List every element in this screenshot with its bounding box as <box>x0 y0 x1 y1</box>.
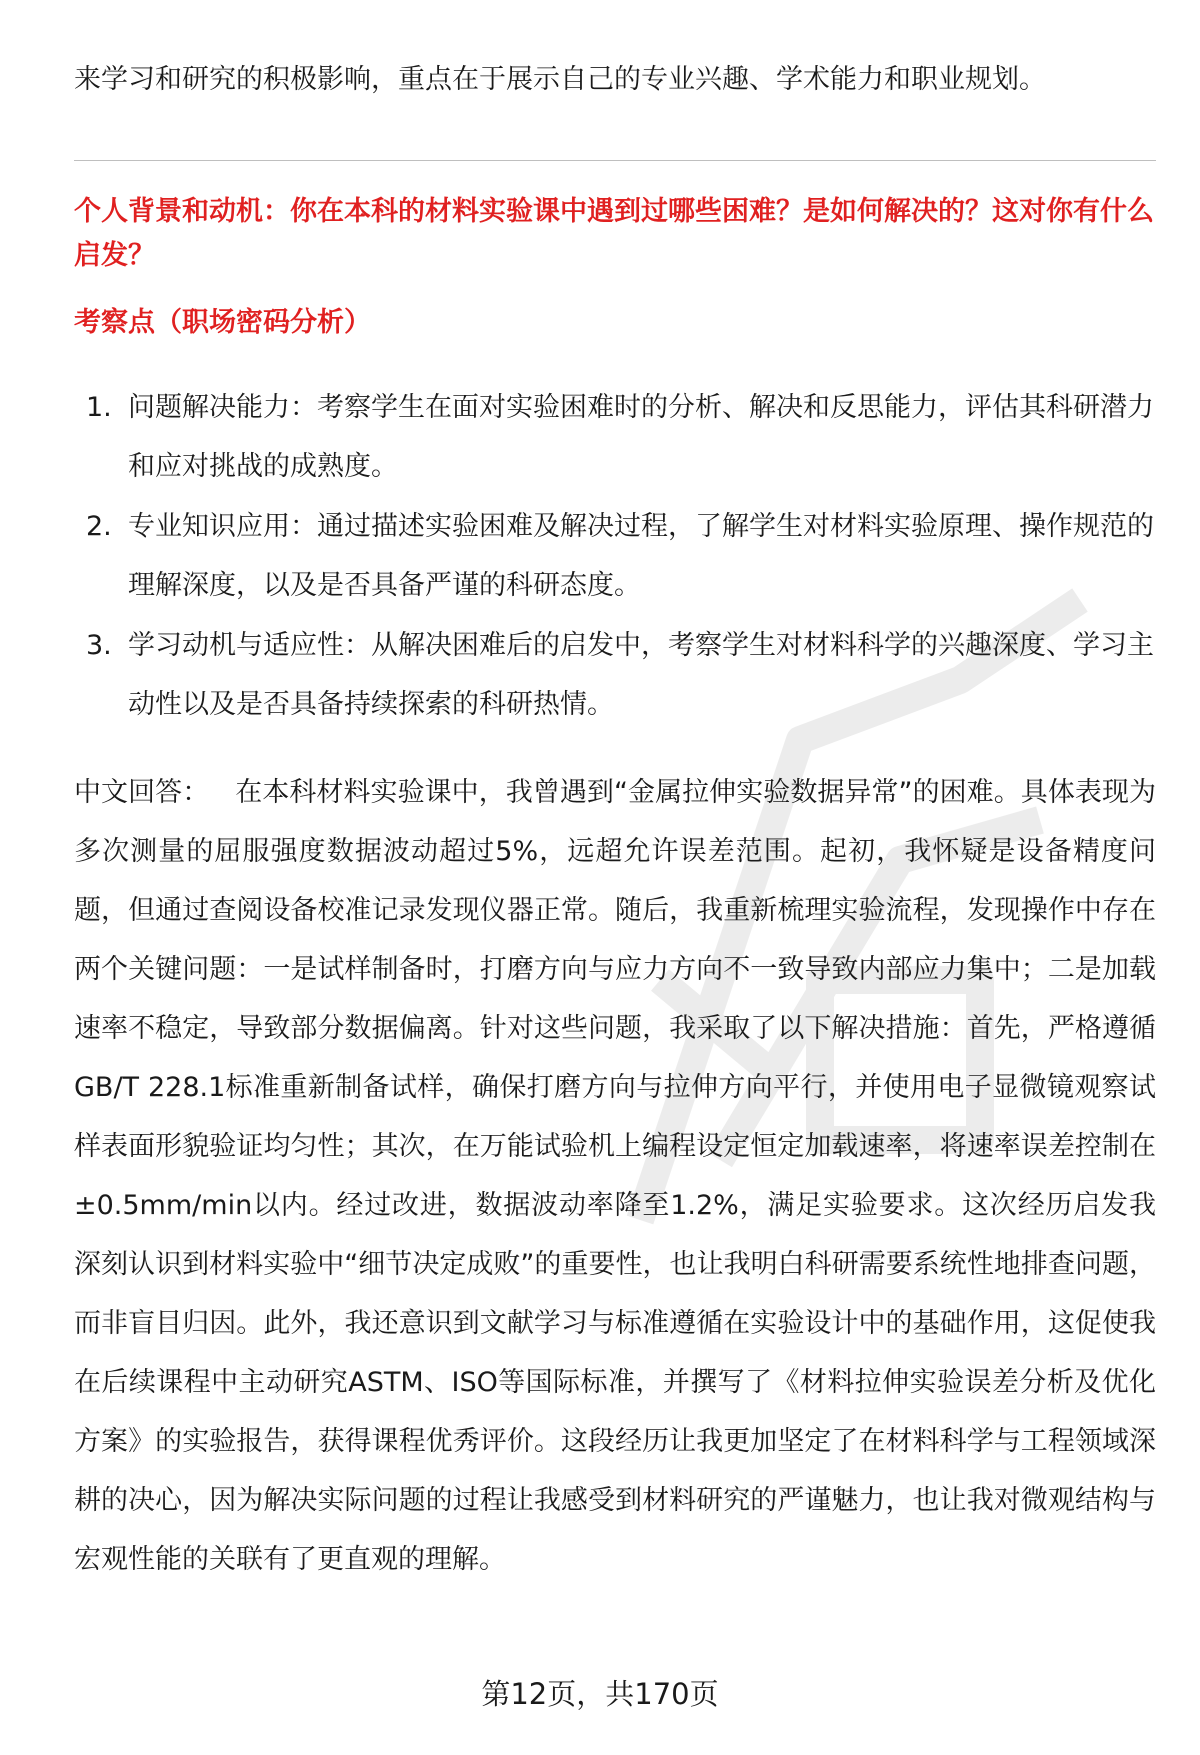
assessment-points-heading: 考察点（职场密码分析） <box>74 307 371 338</box>
list-item-text: 问题解决能力：考察学生在面对实验困难时的分析、解决和反思能力，评估其科研潜力和应对挑战的成熟度。 <box>128 392 1154 482</box>
list-item <box>74 497 1156 615</box>
intro-paragraph-tail: 来学习和研究的积极影响，重点在于展示自己的专业兴趣、学术能力和职业规划。 <box>74 64 1046 95</box>
answer-text: 在本科材料实验课中，我曾遇到“金属拉伸实验数据异常”的困难。具体表现为多次测量的屈服强度数据波动超过5%，远超允许误差范围。起初，我怀疑是设备精度问题，但通过查阅设备校准记录发现仪器正常。随后，我重新梳理实验流程，发现操作中存在两个关键问题：一是试样制备时，打磨方向与应力方向不一致导致内部应力集中；二是加载速率不稳定，导致部分数据偏离。针对这些问题，我采取了以下解决措施：首先，严格遵循GB/T 228.1标准重新制备试样，确保打磨方向与拉伸方向平行，并使用电子显微镜观察试样表面形貌验证均匀性；其次，在万能试验机上编程设定恒定加载速率，将速率误差控制在±0.5mm/min以内。经过改进，数据波动率降至1.2%，满足实验要求。这次经历启发我深刻认识到材料实验中“细节决定成败”的重要性，也让我明白科研需要系统性地排查问题，而非盲目归因。此外，我还意识到文献学习与标准遵循在实验设计中的基础作用，这促使我在后续课程中主动研究ASTM、ISO等国际标准，并撰写了《材料拉伸实验误差分析及优化方案》的实验报告，获得课程优秀评价。这段经历让我更加坚定了在材料科学与工程领域深耕的决心，因为解决实际问题的过程让我感受到材料研究的严谨魅力，也让我对微观结构与宏观性能的关联有了更直观的理解。 <box>74 777 1156 1575</box>
question-heading: 个人背景和动机：你在本科的材料实验课中遇到过哪些困难？是如何解决的？这对你有什么启发？ <box>74 196 1154 271</box>
list-item-number: 1. <box>86 392 112 423</box>
assessment-points-list <box>74 378 1156 735</box>
answer-paragraph <box>74 763 1156 1589</box>
answer-label: 中文回答： <box>74 777 210 808</box>
page-indicator: 第12页，共170页 <box>481 1677 719 1711</box>
list-item-text: 专业知识应用：通过描述实验困难及解决过程，了解学生对材料实验原理、操作规范的理解深度，以及是否具备严谨的科研态度。 <box>128 511 1154 601</box>
section-divider <box>74 160 1156 161</box>
list-item <box>74 616 1156 734</box>
list-item <box>74 378 1156 496</box>
list-item-number: 3. <box>86 630 112 661</box>
list-item-text: 学习动机与适应性：从解决困难后的启发中，考察学生对材料科学的兴趣深度、学习主动性以及是否具备持续探索的科研热情。 <box>128 630 1154 720</box>
list-item-number: 2. <box>86 511 112 542</box>
